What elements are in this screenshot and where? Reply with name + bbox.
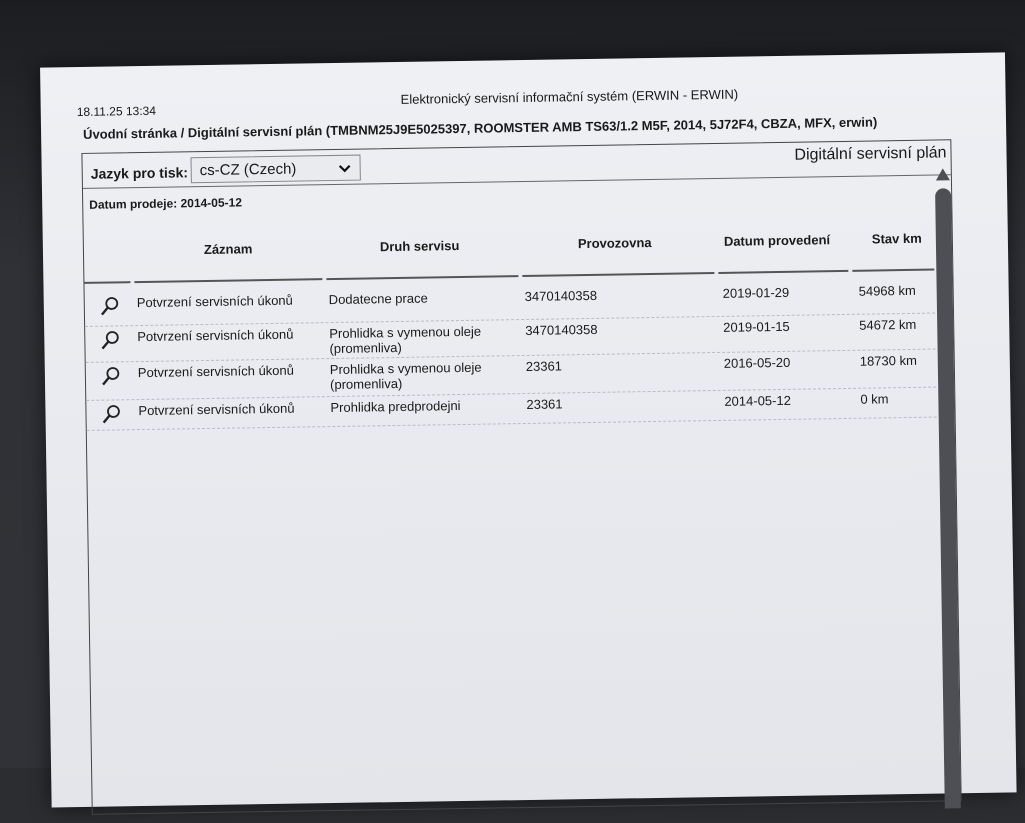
header-divider — [326, 275, 518, 280]
date-cell: 2019-01-15 — [723, 318, 790, 335]
sale-date: Datum prodeje: 2014-05-12 — [89, 195, 243, 212]
service-type-line: Prohlidka s vymenou oleje — [329, 323, 482, 342]
workshop-cell: 3470140358 — [524, 287, 598, 304]
col-header-km[interactable]: Stav km — [871, 230, 922, 247]
service-type-cell — [330, 360, 482, 392]
record-cell: Potvrzení servisních úkonů — [138, 400, 295, 419]
date-cell: 2019-01-29 — [722, 284, 790, 301]
col-header-workshop[interactable]: Provozovna — [577, 234, 652, 252]
col-header-date[interactable]: Datum provedení — [723, 232, 831, 249]
km-cell: 0 km — [860, 391, 889, 407]
header-divider — [134, 278, 322, 283]
col-header-service-type[interactable]: Druh servisu — [379, 238, 460, 255]
language-label: Jazyk pro tisk: — [90, 164, 189, 182]
language-select-value: cs-CZ (Czech) — [199, 160, 297, 180]
record-cell: Potvrzení servisních úkonů — [137, 326, 294, 345]
chevron-down-icon[interactable] — [337, 156, 352, 190]
header-divider — [522, 272, 714, 277]
date-cell: 2016-05-20 — [723, 354, 791, 371]
magnifier-icon[interactable] — [100, 403, 122, 425]
service-plan-panel — [81, 139, 961, 815]
km-cell: 18730 km — [859, 352, 917, 369]
col-header-record[interactable]: Záznam — [203, 241, 253, 258]
language-select[interactable] — [190, 155, 360, 184]
system-title: Elektronický servisní informační systém (ERWIN - ERWIN) — [400, 86, 739, 107]
km-cell: 54672 km — [859, 316, 917, 333]
breadcrumb[interactable]: Úvodní stránka / Digitální servisní plán (TMBNM25J9E5025397, ROOMSTER AMB TS63/1.2 M5F, 2014, 5J72F4, CBZA, MFX, erwin) — [82, 114, 878, 142]
service-type-line: Prohlidka s vymenou oleje — [329, 359, 482, 378]
magnifier-icon[interactable] — [99, 295, 121, 317]
service-type-cell — [330, 398, 460, 415]
workshop-cell: 23361 — [525, 358, 563, 374]
table-header — [84, 223, 935, 284]
magnifier-icon[interactable] — [100, 365, 122, 387]
service-type-line: (promenliva) — [329, 375, 403, 393]
language-bar — [82, 140, 950, 189]
service-type-line: Dodatecne prace — [328, 290, 428, 308]
km-cell: 54968 km — [858, 282, 916, 299]
printed-page — [40, 52, 1017, 807]
header-divider — [84, 281, 130, 284]
service-type-line: Prohlidka predprodejni — [330, 398, 461, 416]
service-type-cell — [329, 324, 481, 356]
record-cell: Potvrzení servisních úkonů — [136, 292, 293, 311]
workshop-cell: 3470140358 — [525, 321, 598, 338]
service-type-line: (promenliva) — [329, 339, 402, 357]
print-datetime: 18.11.25 13:34 — [76, 103, 157, 120]
date-cell: 2014-05-12 — [724, 392, 791, 409]
magnifier-icon[interactable] — [99, 329, 121, 351]
vertical-scrollbar[interactable] — [935, 188, 961, 808]
header-divider — [718, 270, 848, 274]
workshop-cell: 23361 — [526, 396, 563, 412]
page-title: Digitální servisní plán — [794, 144, 947, 164]
record-cell: Potvrzení servisních úkonů — [137, 362, 295, 381]
service-type-cell — [329, 291, 428, 308]
triangle-up-icon[interactable] — [935, 166, 951, 182]
header-divider — [852, 269, 934, 272]
